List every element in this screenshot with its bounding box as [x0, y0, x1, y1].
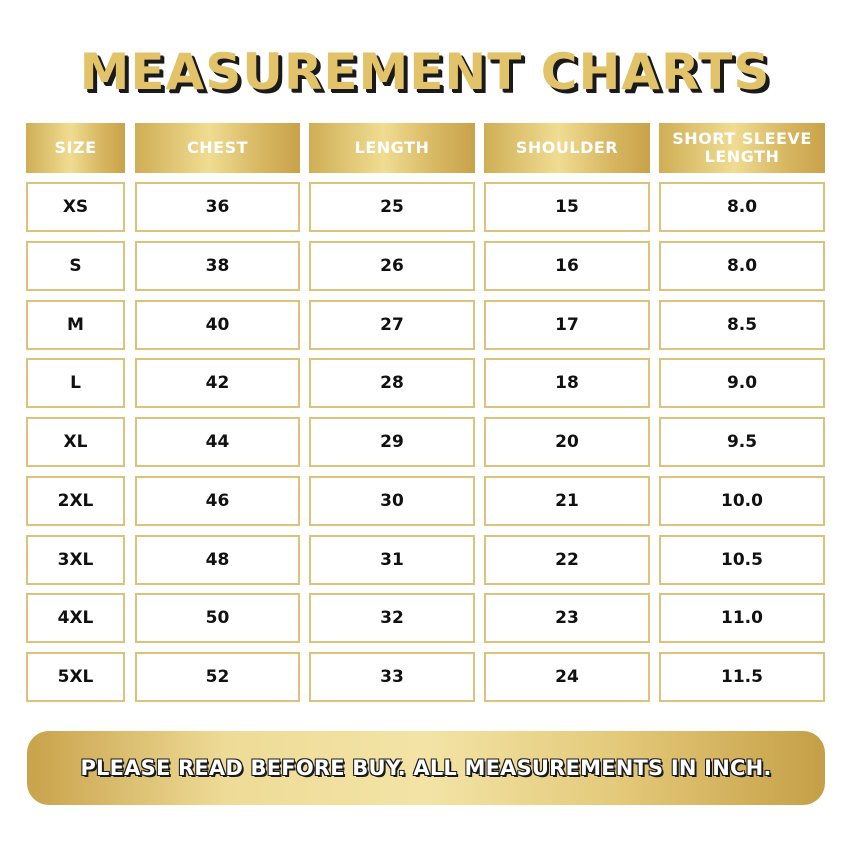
header-size: SIZE [26, 123, 125, 173]
cell-length: 26 [309, 241, 475, 291]
cell-length: 30 [309, 476, 475, 526]
cell-length: 27 [309, 300, 475, 350]
cell-short-sleeve-length: 8.0 [659, 182, 825, 232]
cell-short-sleeve-length: 11.5 [659, 652, 825, 702]
cell-chest: 50 [135, 593, 300, 643]
cell-shoulder: 18 [484, 358, 650, 408]
cell-short-sleeve-length: 10.0 [659, 476, 825, 526]
cell-short-sleeve-length: 8.0 [659, 241, 825, 291]
cell-chest: 44 [135, 417, 300, 467]
cell-length: 31 [309, 535, 475, 585]
header-chest: CHEST [135, 123, 300, 173]
cell-short-sleeve-length: 8.5 [659, 300, 825, 350]
cell-short-sleeve-length: 11.0 [659, 593, 825, 643]
cell-size: M [26, 300, 125, 350]
notice-banner [27, 731, 825, 805]
cell-short-sleeve-length: 9.5 [659, 417, 825, 467]
cell-chest: 48 [135, 535, 300, 585]
page-title: MEASUREMENT CHARTS [79, 43, 771, 101]
header-length: LENGTH [309, 123, 475, 173]
header-short-sleeve-length [659, 123, 825, 173]
cell-length: 28 [309, 358, 475, 408]
cell-shoulder: 24 [484, 652, 650, 702]
cell-size: 3XL [26, 535, 125, 585]
cell-short-sleeve-length: 10.5 [659, 535, 825, 585]
cell-short-sleeve-length: 9.0 [659, 358, 825, 408]
cell-shoulder: 17 [484, 300, 650, 350]
header-shoulder: SHOULDER [484, 123, 650, 173]
cell-chest: 38 [135, 241, 300, 291]
cell-size: 2XL [26, 476, 125, 526]
cell-size: L [26, 358, 125, 408]
cell-chest: 40 [135, 300, 300, 350]
cell-length: 29 [309, 417, 475, 467]
cell-shoulder: 21 [484, 476, 650, 526]
notice-text: PLEASE READ BEFORE BUY. ALL MEASUREMENTS IN INCH. [80, 756, 772, 780]
cell-shoulder: 22 [484, 535, 650, 585]
cell-size: 5XL [26, 652, 125, 702]
cell-size: XL [26, 417, 125, 467]
cell-chest: 36 [135, 182, 300, 232]
header-short-sleeve-length-label: SHORT SLEEVE LENGTH [672, 129, 812, 166]
cell-chest: 42 [135, 358, 300, 408]
cell-length: 25 [309, 182, 475, 232]
cell-chest: 52 [135, 652, 300, 702]
cell-size: 4XL [26, 593, 125, 643]
cell-size: XS [26, 182, 125, 232]
cell-length: 33 [309, 652, 475, 702]
cell-length: 32 [309, 593, 475, 643]
cell-shoulder: 16 [484, 241, 650, 291]
cell-shoulder: 23 [484, 593, 650, 643]
cell-chest: 46 [135, 476, 300, 526]
cell-size: S [26, 241, 125, 291]
cell-shoulder: 20 [484, 417, 650, 467]
cell-shoulder: 15 [484, 182, 650, 232]
